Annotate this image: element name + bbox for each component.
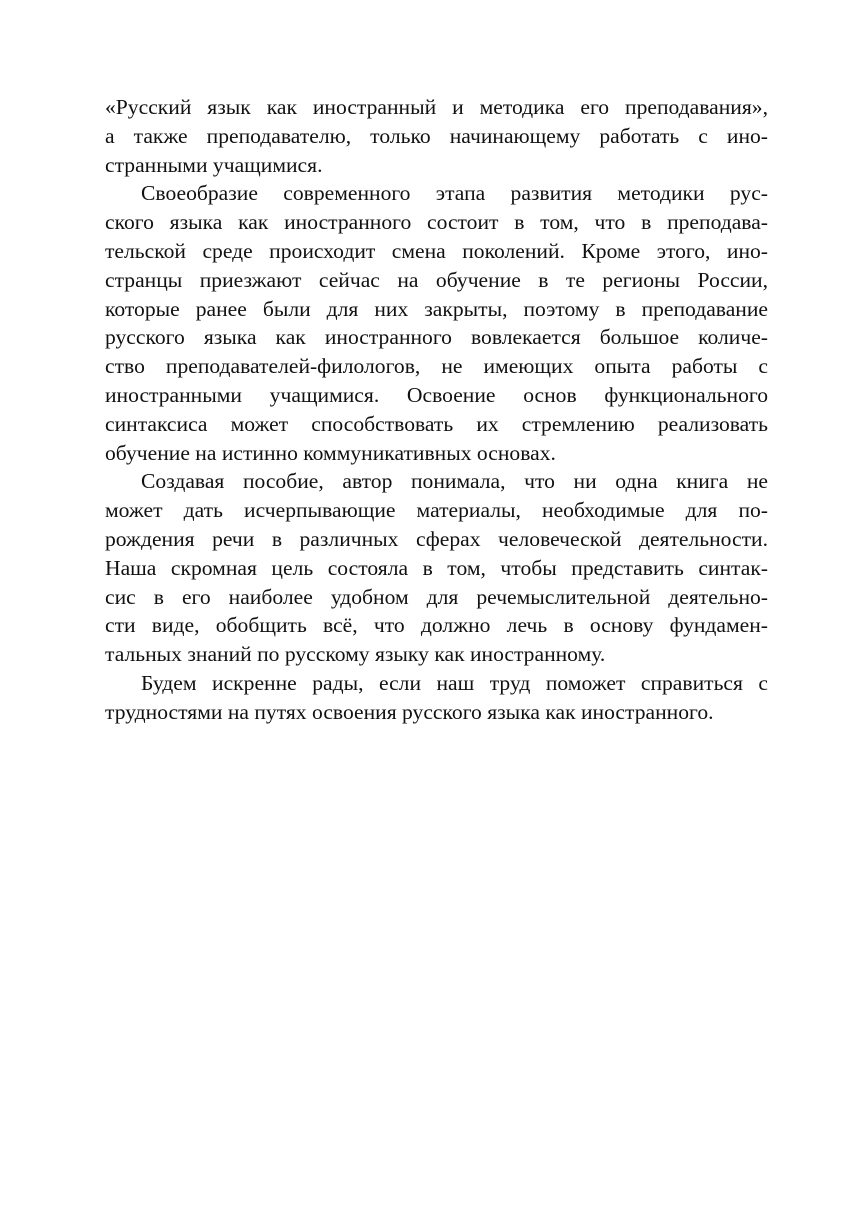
text-line: трудностями на путях освоения русского языка как иностранного. (105, 699, 714, 724)
text-line: странцы приезжают сейчас на обучение в те регионы России, (105, 267, 768, 292)
text-line: иностранными учащимися. Освоение основ функционального (105, 382, 768, 407)
paragraph-4 (105, 669, 768, 727)
text-line: обучение на истинно коммуникативных основах. (105, 440, 556, 465)
text-line: странными учащимися. (105, 152, 323, 177)
text-line: тальных знаний по русскому языку как иностранному. (105, 642, 606, 667)
text-line: сти виде, обобщить всё, что должно лечь в основу фундамен- (105, 613, 768, 638)
text-line: которые ранее были для них закрыты, поэтому в преподавание (105, 296, 768, 321)
text-line: русского языка как иностранного вовлекается большое количе- (105, 325, 768, 350)
text-line: может дать исчерпывающие материалы, необходимые для по- (105, 498, 768, 523)
paragraph-2 (105, 179, 768, 467)
text-line: Создавая пособие, автор понимала, что ни одна книга не (141, 469, 768, 494)
paragraph-1 (105, 93, 768, 179)
text-line: синтаксиса может способствовать их стремлению реализовать (105, 411, 768, 436)
text-line: а также преподавателю, только начинающему работать с ино- (105, 123, 768, 148)
text-line: сис в его наиболее удобном для речемыслительной деятельно- (105, 584, 768, 609)
text-line: «Русский язык как иностранный и методика его преподавания», (105, 95, 768, 119)
text-line: Будем искренне рады, если наш труд поможет справиться с (141, 670, 768, 695)
text-line: тельской среде происходит смена поколений. Кроме этого, ино- (105, 238, 768, 263)
text-line: ство преподавателей-филологов, не имеющих опыта работы с (105, 354, 768, 379)
text-line: Наша скромная цель состояла в том, чтобы представить синтак- (105, 555, 768, 580)
text-line: ского языка как иностранного состоит в том, что в преподава- (105, 210, 768, 235)
text-line: рождения речи в различных сферах человеческой деятельности. (105, 526, 768, 551)
paragraph-3 (105, 467, 768, 669)
body-text (105, 93, 768, 727)
text-line: Своеобразие современного этапа развития методики рус- (141, 181, 768, 206)
